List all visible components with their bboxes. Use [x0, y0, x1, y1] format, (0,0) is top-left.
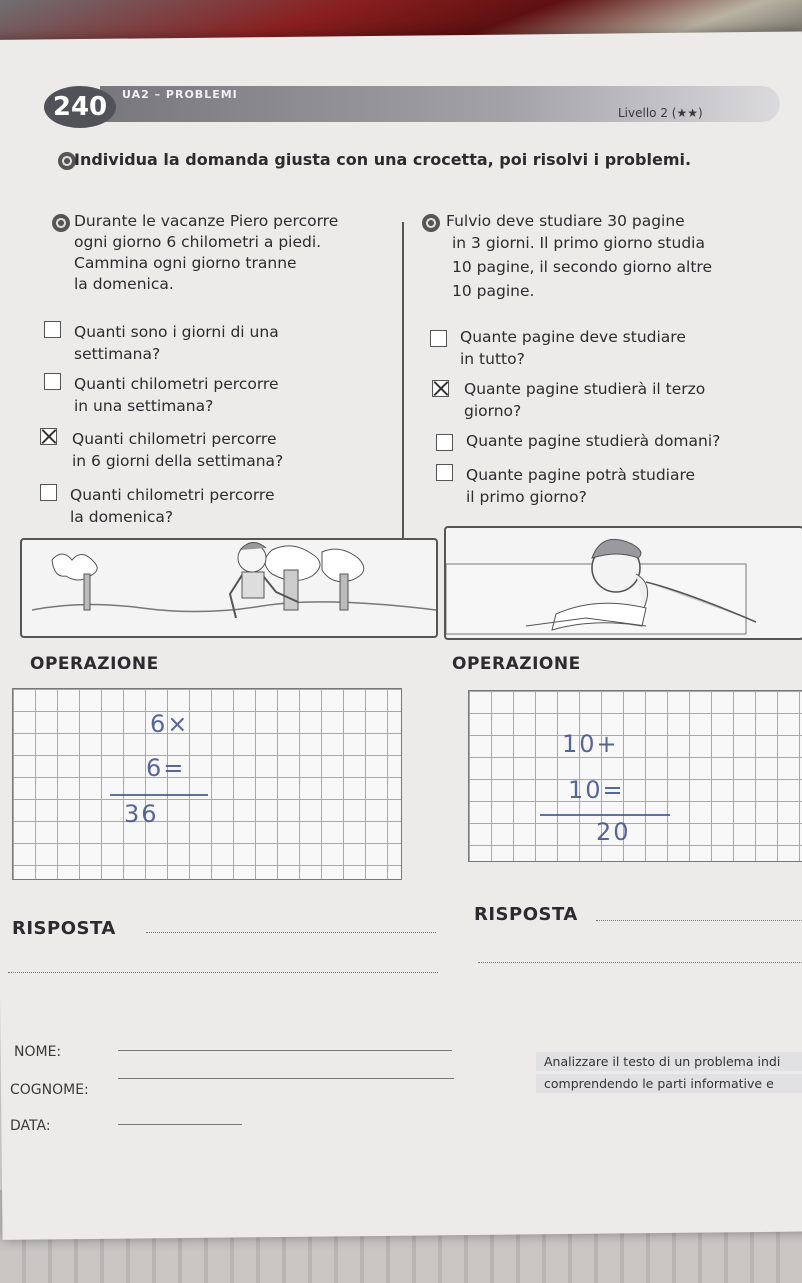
option-line: Quante pagine studierà il terzo	[464, 380, 706, 398]
date-label: DATA:	[10, 1118, 51, 1134]
option-line: Quanti chilometri percorre	[72, 430, 277, 448]
handwritten-line: 6=	[146, 754, 186, 782]
page-number: 240	[44, 86, 116, 128]
option-text	[466, 464, 695, 508]
walking-boy-illustration	[20, 538, 438, 638]
date-input-line[interactable]	[118, 1124, 242, 1125]
target-icon	[52, 214, 70, 232]
problem-text-line: Durante le vacanze Piero percorre	[74, 212, 339, 230]
answer-line[interactable]	[8, 972, 438, 973]
handwritten-line: 10=	[568, 776, 625, 804]
answer-line[interactable]	[478, 962, 802, 963]
option-text	[466, 430, 720, 452]
option-line: giorno?	[464, 402, 522, 420]
calculation-grid	[468, 690, 802, 862]
option-text	[460, 326, 686, 370]
name-label: NOME:	[14, 1044, 62, 1060]
option-line: settimana?	[74, 345, 161, 363]
answer-label: RISPOSTA	[12, 918, 116, 939]
unit-label: UA2 – PROBLEMI	[122, 88, 238, 101]
handwritten-result: 36	[124, 800, 159, 828]
problem-text-line: 10 pagine.	[452, 282, 535, 300]
problem-text-line: la domenica.	[74, 275, 174, 293]
operation-title: OPERAZIONE	[30, 654, 159, 674]
option-checkbox[interactable]	[44, 373, 61, 390]
option-text	[464, 378, 705, 422]
option-checkbox[interactable]	[436, 434, 453, 451]
answer-line[interactable]	[596, 920, 802, 921]
calculation-grid	[12, 688, 402, 880]
option-text	[72, 428, 283, 472]
option-line: Quante pagine studierà domani?	[466, 432, 721, 450]
problem-text-line: Fulvio deve studiare 30 pagine	[446, 212, 685, 230]
option-line: Quanti sono i giorni di una	[74, 323, 279, 341]
option-checkbox[interactable]	[40, 484, 57, 501]
handwritten-underline	[540, 814, 670, 816]
option-line: in una settimana?	[74, 397, 214, 415]
answer-label: RISPOSTA	[474, 904, 578, 925]
option-line: Quanti chilometri percorre	[70, 486, 275, 504]
option-checkbox[interactable]	[436, 464, 453, 481]
option-line: in tutto?	[460, 350, 525, 368]
side-note-line: comprendendo le parti informative e	[536, 1074, 802, 1093]
level-label: Livello 2 (★★)	[618, 106, 703, 120]
option-line: in 6 giorni della settimana?	[72, 452, 284, 470]
problem-text-line: ogni giorno 6 chilometri a piedi.	[74, 233, 322, 251]
problem-text-line: in 3 giorni. Il primo giorno studia	[452, 234, 705, 252]
option-checkbox[interactable]	[44, 321, 61, 338]
studying-boy-illustration	[444, 526, 802, 640]
option-text	[74, 373, 279, 417]
handwritten-line: 6×	[150, 710, 190, 738]
option-line: Quante pagine potrà studiare	[466, 466, 696, 484]
answer-line[interactable]	[146, 932, 436, 933]
option-line: il primo giorno?	[466, 488, 587, 506]
handwritten-underline	[110, 794, 208, 796]
option-text	[70, 484, 275, 528]
option-line: Quante pagine deve studiare	[460, 328, 686, 346]
option-checkbox-checked[interactable]	[40, 428, 57, 445]
side-note-line: Analizzare il testo di un problema indi	[536, 1052, 802, 1071]
option-line: Quanti chilometri percorre	[74, 375, 279, 393]
problem-text-line: 10 pagine, il secondo giorno altre	[452, 258, 712, 276]
handwritten-line: 10+	[562, 730, 619, 758]
option-line: la domenica?	[70, 508, 174, 526]
problem-text-line: Cammina ogni giorno tranne	[74, 254, 297, 272]
handwritten-result: 20	[596, 818, 631, 846]
option-text	[74, 321, 279, 365]
option-checkbox[interactable]	[430, 330, 447, 347]
operation-title: OPERAZIONE	[452, 654, 581, 674]
surname-input-line[interactable]	[118, 1078, 454, 1079]
name-input-line[interactable]	[118, 1050, 452, 1051]
option-checkbox-checked[interactable]	[432, 380, 449, 397]
surname-label: COGNOME:	[10, 1082, 89, 1098]
instruction-text: Individua la domanda giusta con una crocetta, poi risolvi i problemi.	[74, 150, 692, 169]
target-icon	[422, 214, 440, 232]
